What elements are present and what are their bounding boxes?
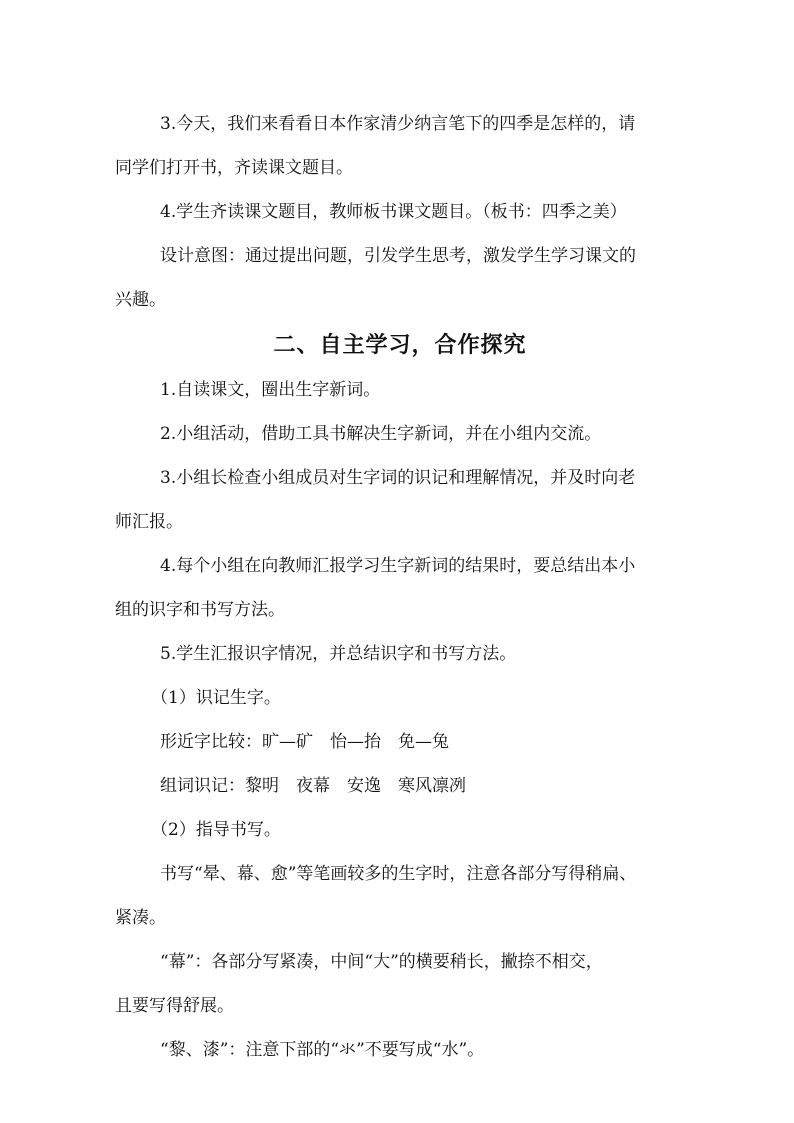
paragraph-intro-3: 3.今天，我们来看看日本作家清少纳言笔下的四季是怎样的，请 [160, 114, 636, 134]
paragraph-li-qi-chars: “黎、漆”：注意下部的“氺”不要写成“水”。 [160, 1040, 485, 1060]
paragraph-step-2: 2.小组活动，借助工具书解决生字新词，并在小组内交流。 [160, 424, 602, 444]
paragraph-word-memory: 组词识记：黎明 夜幕 安逸 寒风凛冽 [160, 776, 466, 796]
document-body [115, 102, 685, 1072]
section-heading: 二、自主学习，合作探究 [273, 332, 527, 358]
paragraph-writing-guide: 书写“晕、幕、愈”等笔画较多的生字时，注意各部分写得稍扁、 [160, 864, 637, 884]
paragraph-step-4-cont: 组的识字和书写方法。 [115, 600, 285, 620]
paragraph-step-3: 3.小组长检查小组成员对生字词的识记和理解情况，并及时向老 [160, 468, 636, 488]
paragraph-design-intent: 设计意图：通过提出问题，引发学生思考，激发学生学习课文的 [160, 246, 636, 266]
paragraph-step-5: 5.学生汇报识字情况，并总结识字和书写方法。 [160, 644, 517, 664]
paragraph-intro-4: 4.学生齐读课文题目，教师板书课文题目。（板书：四季之美） [160, 202, 627, 222]
paragraph-step-3-cont: 师汇报。 [115, 512, 183, 532]
paragraph-step-4: 4.每个小组在向教师汇报学习生字新词的结果时，要总结出本小 [160, 556, 636, 576]
paragraph-intro-3-cont: 同学们打开书，齐读课文题目。 [115, 158, 353, 178]
paragraph-sub-1: （1）识记生字。 [151, 688, 281, 708]
paragraph-sub-2: （2）指导书写。 [151, 820, 281, 840]
paragraph-similar-chars: 形近字比较：旷—矿 怡—抬 免—兔 [160, 732, 449, 752]
paragraph-mu-char-cont: 且要写得舒展。 [115, 996, 234, 1016]
paragraph-design-intent-cont: 兴趣。 [115, 290, 166, 310]
paragraph-mu-char: “幕”：各部分写紧凑，中间“大”的横要稍长，撇捺不相交， [160, 952, 603, 972]
paragraph-writing-guide-cont: 紧凑。 [115, 908, 166, 928]
paragraph-step-1: 1.自读课文，圈出生字新词。 [160, 380, 381, 400]
